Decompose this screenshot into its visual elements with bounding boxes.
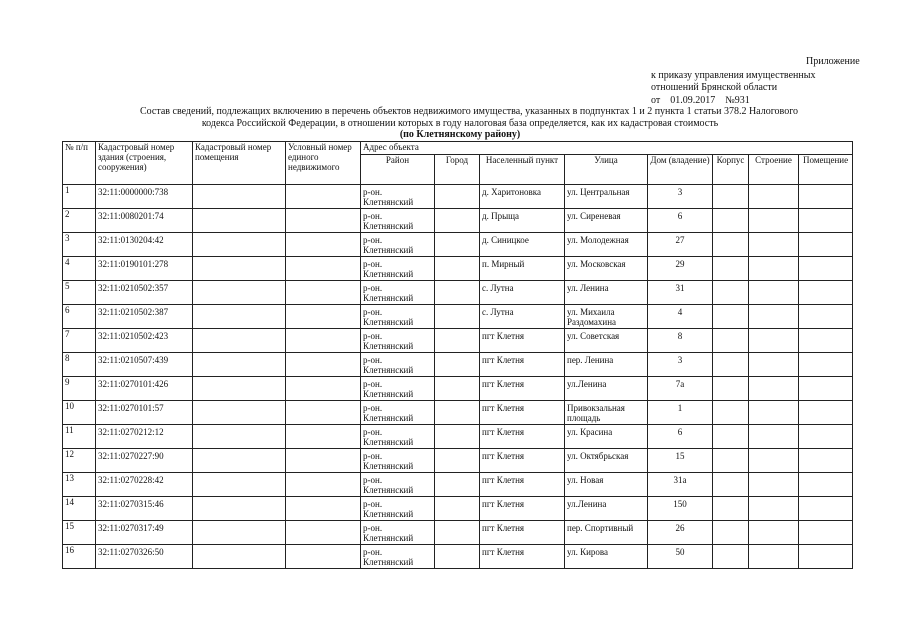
cell-street: ул.Ленина: [565, 377, 648, 401]
cell-premises: [799, 425, 853, 449]
cell-district: р-он. Клетнянский: [361, 185, 435, 209]
cell-cadastral-number-building: 32:11:0210502:423: [96, 329, 193, 353]
cell-building: [749, 377, 799, 401]
cell-district: р-он. Клетнянский: [361, 401, 435, 425]
cell-building: [749, 425, 799, 449]
cell-cadastral-number-premises: [193, 521, 286, 545]
cell-cadastral-number-building: 32:11:0130204:42: [96, 233, 193, 257]
cell-city: [435, 497, 480, 521]
cell-premises: [799, 353, 853, 377]
order-reference-line-3: от 01.09.2017 №931: [651, 95, 750, 106]
table-row: [63, 257, 853, 281]
cell-street: ул. Московская: [565, 257, 648, 281]
cell-house-number: 31: [648, 281, 713, 305]
cell-conditional-number: [286, 209, 361, 233]
cell-house-number: 7а: [648, 377, 713, 401]
header-premises: Помещение: [799, 155, 853, 185]
cell-city: [435, 377, 480, 401]
cell-cadastral-number-premises: [193, 233, 286, 257]
cell-row-number: 2: [63, 209, 96, 233]
cell-street: ул. Сиреневая: [565, 209, 648, 233]
cell-cadastral-number-premises: [193, 281, 286, 305]
cell-premises: [799, 545, 853, 569]
cell-building: [749, 209, 799, 233]
cell-house-number: 27: [648, 233, 713, 257]
cell-cadastral-number-premises: [193, 401, 286, 425]
header-cadastral-building: Кадастровый номер здания (строения, сооружения): [96, 142, 193, 185]
header-street: Улица: [565, 155, 648, 185]
table-row: [63, 473, 853, 497]
cell-row-number: 1: [63, 185, 96, 209]
document-title-district: (по Клетнянскому району): [399, 129, 521, 140]
cell-conditional-number: [286, 257, 361, 281]
cell-city: [435, 401, 480, 425]
cell-settlement: пгт Клетня: [480, 425, 565, 449]
header-settlement: Населенный пункт: [480, 155, 565, 185]
cell-row-number: 13: [63, 473, 96, 497]
cell-cadastral-number-building: 32:11:0210507:439: [96, 353, 193, 377]
cell-korpus: [713, 497, 749, 521]
cell-settlement: пгт Клетня: [480, 353, 565, 377]
table-row: [63, 329, 853, 353]
cell-district: р-он. Клетнянский: [361, 233, 435, 257]
header-city: Город: [435, 155, 480, 185]
cell-district: р-он. Клетнянский: [361, 521, 435, 545]
cell-settlement: с. Лутна: [480, 281, 565, 305]
header-korpus: Корпус: [713, 155, 749, 185]
cell-premises: [799, 209, 853, 233]
cell-building: [749, 329, 799, 353]
cell-city: [435, 305, 480, 329]
cell-house-number: 6: [648, 425, 713, 449]
table-row: [63, 401, 853, 425]
cell-korpus: [713, 209, 749, 233]
table-row: [63, 497, 853, 521]
cell-settlement: пгт Клетня: [480, 521, 565, 545]
cell-settlement: пгт Клетня: [480, 377, 565, 401]
cell-cadastral-number-premises: [193, 209, 286, 233]
cell-house-number: 29: [648, 257, 713, 281]
table-row: [63, 425, 853, 449]
cell-conditional-number: [286, 473, 361, 497]
cell-city: [435, 281, 480, 305]
cell-cadastral-number-building: 32:11:0080201:74: [96, 209, 193, 233]
cell-city: [435, 353, 480, 377]
cell-city: [435, 233, 480, 257]
cell-cadastral-number-premises: [193, 497, 286, 521]
cell-cadastral-number-building: 32:11:0270317:49: [96, 521, 193, 545]
cell-street: ул. Советская: [565, 329, 648, 353]
header-district: Район: [361, 155, 435, 185]
cell-cadastral-number-building: 32:11:0270101:426: [96, 377, 193, 401]
cell-premises: [799, 521, 853, 545]
cell-street: ул. Ленина: [565, 281, 648, 305]
cell-cadastral-number-building: 32:11:0000000:738: [96, 185, 193, 209]
cell-row-number: 16: [63, 545, 96, 569]
cell-conditional-number: [286, 497, 361, 521]
cell-street: ул. Октябрьская: [565, 449, 648, 473]
cell-district: р-он. Клетнянский: [361, 425, 435, 449]
cell-house-number: 26: [648, 521, 713, 545]
cell-district: р-он. Клетнянский: [361, 257, 435, 281]
cell-cadastral-number-premises: [193, 305, 286, 329]
cell-street: пер. Спортивный: [565, 521, 648, 545]
cell-premises: [799, 281, 853, 305]
cell-cadastral-number-premises: [193, 545, 286, 569]
table-row: [63, 305, 853, 329]
cell-house-number: 4: [648, 305, 713, 329]
cell-row-number: 14: [63, 497, 96, 521]
table-row: [63, 185, 853, 209]
table-row: [63, 449, 853, 473]
cell-settlement: пгт Клетня: [480, 545, 565, 569]
cell-settlement: пгт Клетня: [480, 401, 565, 425]
cell-cadastral-number-building: 32:11:0270326:50: [96, 545, 193, 569]
cell-settlement: п. Мирный: [480, 257, 565, 281]
cell-building: [749, 473, 799, 497]
cell-cadastral-number-building: 32:11:0270315:46: [96, 497, 193, 521]
cell-korpus: [713, 353, 749, 377]
table-row: [63, 209, 853, 233]
cell-row-number: 12: [63, 449, 96, 473]
cell-house-number: 1: [648, 401, 713, 425]
cell-building: [749, 233, 799, 257]
header-building: Строение: [749, 155, 799, 185]
cell-city: [435, 473, 480, 497]
cell-building: [749, 185, 799, 209]
cell-street: ул. Кирова: [565, 545, 648, 569]
cell-settlement: д. Харитоновка: [480, 185, 565, 209]
order-reference-line-2: отношений Брянской области: [651, 82, 778, 93]
document-title-line-2: кодекса Российской Федерации, в отношении которых в году налоговая база определяется, как их кадастровая стоимость: [201, 118, 719, 129]
cell-premises: [799, 185, 853, 209]
cell-building: [749, 449, 799, 473]
cell-conditional-number: [286, 401, 361, 425]
cell-cadastral-number-premises: [193, 185, 286, 209]
cell-row-number: 11: [63, 425, 96, 449]
cell-row-number: 10: [63, 401, 96, 425]
appendix-label: Приложение: [806, 56, 860, 67]
cell-city: [435, 425, 480, 449]
cell-district: р-он. Клетнянский: [361, 353, 435, 377]
cell-district: р-он. Клетнянский: [361, 497, 435, 521]
cell-premises: [799, 233, 853, 257]
header-conditional-number: Условный номер единого недвижимого: [286, 142, 361, 185]
cell-settlement: пгт Клетня: [480, 329, 565, 353]
cell-premises: [799, 497, 853, 521]
cell-conditional-number: [286, 329, 361, 353]
cell-city: [435, 521, 480, 545]
cell-row-number: 4: [63, 257, 96, 281]
cell-settlement: пгт Клетня: [480, 497, 565, 521]
cell-building: [749, 281, 799, 305]
cell-cadastral-number-building: 32:11:0270212:12: [96, 425, 193, 449]
cell-house-number: 15: [648, 449, 713, 473]
cell-row-number: 9: [63, 377, 96, 401]
cell-building: [749, 401, 799, 425]
cell-korpus: [713, 473, 749, 497]
cell-city: [435, 329, 480, 353]
cell-street: ул. Центральная: [565, 185, 648, 209]
cell-district: р-он. Клетнянский: [361, 377, 435, 401]
cell-korpus: [713, 305, 749, 329]
cell-cadastral-number-premises: [193, 377, 286, 401]
cell-street: Привокзальная площадь: [565, 401, 648, 425]
cell-premises: [799, 305, 853, 329]
table-row: [63, 377, 853, 401]
cell-district: р-он. Клетнянский: [361, 449, 435, 473]
cell-korpus: [713, 233, 749, 257]
cell-street: ул. Молодежная: [565, 233, 648, 257]
cell-korpus: [713, 185, 749, 209]
cell-district: р-он. Клетнянский: [361, 329, 435, 353]
cell-conditional-number: [286, 281, 361, 305]
cell-cadastral-number-premises: [193, 329, 286, 353]
cell-premises: [799, 257, 853, 281]
document-title-line-1: Состав сведений, подлежащих включению в перечень объектов недвижимого имущества, указанных в подпунктах 1 и 2 пункта 1 статьи 378.2 Налогового: [140, 106, 799, 117]
cell-building: [749, 353, 799, 377]
cell-conditional-number: [286, 305, 361, 329]
cell-cadastral-number-building: 32:11:0210502:387: [96, 305, 193, 329]
cell-cadastral-number-building: 32:11:0210502:357: [96, 281, 193, 305]
cell-house-number: 3: [648, 353, 713, 377]
cell-korpus: [713, 281, 749, 305]
cell-row-number: 5: [63, 281, 96, 305]
cell-settlement: д. Синицкое: [480, 233, 565, 257]
cell-cadastral-number-building: 32:11:0190101:278: [96, 257, 193, 281]
cell-building: [749, 305, 799, 329]
cell-city: [435, 545, 480, 569]
table-row: [63, 521, 853, 545]
cell-house-number: 50: [648, 545, 713, 569]
cell-korpus: [713, 521, 749, 545]
table-body: [63, 185, 853, 569]
cell-korpus: [713, 425, 749, 449]
cell-street: пер. Ленина: [565, 353, 648, 377]
order-reference-line-1: к приказу управления имущественных: [651, 70, 816, 81]
cell-cadastral-number-premises: [193, 449, 286, 473]
header-num: № п/п: [63, 142, 96, 185]
cell-row-number: 8: [63, 353, 96, 377]
cell-premises: [799, 401, 853, 425]
table-row: [63, 353, 853, 377]
header-house: Дом (владение): [648, 155, 713, 185]
cell-street: ул. Новая: [565, 473, 648, 497]
cell-cadastral-number-building: 32:11:0270228:42: [96, 473, 193, 497]
cell-premises: [799, 473, 853, 497]
cell-building: [749, 257, 799, 281]
cell-conditional-number: [286, 377, 361, 401]
cell-city: [435, 257, 480, 281]
cell-house-number: 3: [648, 185, 713, 209]
cell-premises: [799, 329, 853, 353]
cell-city: [435, 185, 480, 209]
cell-cadastral-number-premises: [193, 425, 286, 449]
cell-house-number: 31а: [648, 473, 713, 497]
cell-settlement: пгт Клетня: [480, 449, 565, 473]
cell-street: ул.Ленина: [565, 497, 648, 521]
cell-cadastral-number-premises: [193, 353, 286, 377]
cell-korpus: [713, 377, 749, 401]
cell-conditional-number: [286, 233, 361, 257]
cell-settlement: пгт Клетня: [480, 473, 565, 497]
cell-district: р-он. Клетнянский: [361, 281, 435, 305]
cell-settlement: д. Прыща: [480, 209, 565, 233]
cell-conditional-number: [286, 521, 361, 545]
cell-district: р-он. Клетнянский: [361, 305, 435, 329]
cell-cadastral-number-premises: [193, 473, 286, 497]
cell-korpus: [713, 329, 749, 353]
header-address: Адрес объекта: [361, 142, 853, 155]
table-row: [63, 233, 853, 257]
cell-korpus: [713, 257, 749, 281]
table-row: [63, 281, 853, 305]
cell-cadastral-number-premises: [193, 257, 286, 281]
cell-premises: [799, 377, 853, 401]
cell-settlement: с. Лутна: [480, 305, 565, 329]
cell-city: [435, 209, 480, 233]
property-list-table: [62, 141, 853, 569]
cell-conditional-number: [286, 185, 361, 209]
header-cadastral-premises: Кадастровый номер помещения: [193, 142, 286, 185]
cell-house-number: 150: [648, 497, 713, 521]
cell-district: р-он. Клетнянский: [361, 473, 435, 497]
cell-house-number: 6: [648, 209, 713, 233]
cell-conditional-number: [286, 425, 361, 449]
cell-building: [749, 497, 799, 521]
cell-house-number: 8: [648, 329, 713, 353]
cell-row-number: 7: [63, 329, 96, 353]
table-row: [63, 545, 853, 569]
cell-korpus: [713, 545, 749, 569]
cell-row-number: 15: [63, 521, 96, 545]
cell-district: р-он. Клетнянский: [361, 209, 435, 233]
cell-korpus: [713, 449, 749, 473]
cell-building: [749, 521, 799, 545]
cell-conditional-number: [286, 449, 361, 473]
cell-street: ул. Михаила Раздомахина: [565, 305, 648, 329]
cell-street: ул. Красина: [565, 425, 648, 449]
cell-premises: [799, 449, 853, 473]
cell-city: [435, 449, 480, 473]
cell-conditional-number: [286, 545, 361, 569]
cell-row-number: 3: [63, 233, 96, 257]
cell-row-number: 6: [63, 305, 96, 329]
cell-cadastral-number-building: 32:11:0270101:57: [96, 401, 193, 425]
cell-building: [749, 545, 799, 569]
cell-korpus: [713, 401, 749, 425]
cell-cadastral-number-building: 32:11:0270227:90: [96, 449, 193, 473]
cell-district: р-он. Клетнянский: [361, 545, 435, 569]
cell-conditional-number: [286, 353, 361, 377]
